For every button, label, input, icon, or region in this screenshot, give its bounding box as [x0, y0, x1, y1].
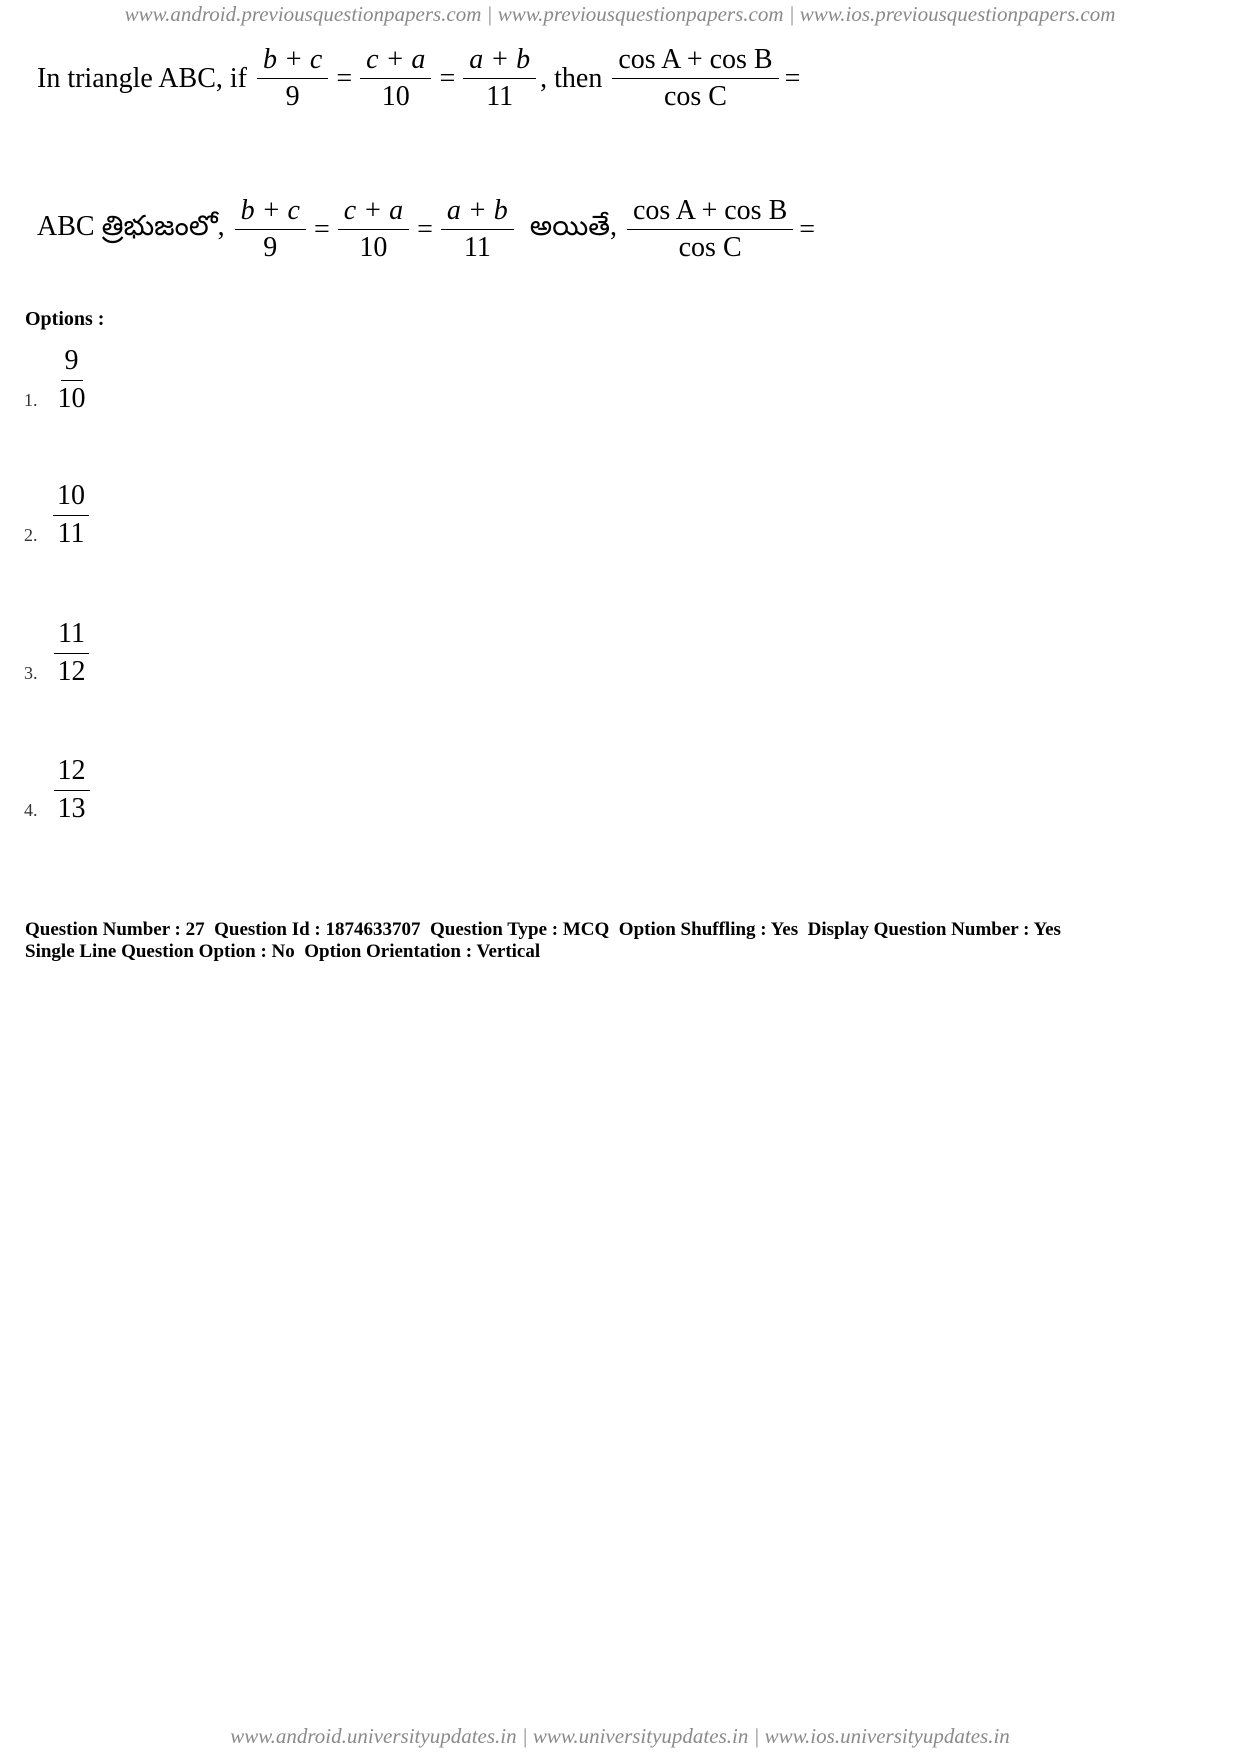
bottom-watermark: www.android.universityupdates.in | www.universityupdates.in | www.ios.universityupdates.in [230, 1724, 1010, 1748]
fraction-a-plus-b [441, 195, 514, 264]
option-2[interactable] [24, 480, 90, 550]
metadata-line-2: Single Line Question Option : No Option Orientation : Vertical [25, 941, 541, 962]
fraction-denominator: 12 [57, 656, 86, 688]
fraction-numerator: 10 [53, 480, 89, 516]
target-fraction [627, 195, 793, 264]
option-number: 3. [24, 663, 38, 684]
fraction-numerator: b + c [257, 44, 328, 79]
fraction-c-plus-a [360, 44, 431, 113]
equals-sign: = [336, 62, 353, 94]
fraction-denominator: 13 [57, 793, 86, 825]
option-number: 4. [24, 800, 38, 821]
fraction-numerator: c + a [338, 195, 409, 230]
option-fraction [52, 480, 91, 550]
option-3[interactable] [24, 618, 92, 688]
fraction-numerator: cos A + cos B [612, 44, 778, 79]
top-watermark: www.android.previousquestionpapers.com | www.previousquestionpapers.com | www.ios.previousquestionpapers.com [124, 2, 1116, 26]
fraction-denominator: 10 [381, 81, 410, 113]
fraction-numerator: 12 [54, 755, 90, 791]
options-label: Options : [25, 308, 105, 330]
fraction-denominator: 10 [359, 232, 388, 264]
equals-sign: = [313, 213, 330, 245]
equals-sign: = [784, 62, 801, 94]
fraction-denominator: cos C [678, 232, 742, 264]
fraction-denominator: cos C [663, 81, 727, 113]
fraction-b-plus-c [257, 44, 328, 113]
option-1[interactable] [24, 345, 92, 415]
option-4[interactable] [24, 755, 92, 825]
equals-sign: = [799, 213, 816, 245]
fraction-numerator: 11 [54, 618, 89, 654]
fraction-denominator: 9 [263, 232, 278, 264]
fraction-denominator: 10 [57, 383, 86, 415]
fraction-a-plus-b [463, 44, 536, 113]
fraction-numerator: b + c [235, 195, 306, 230]
then-text: అయితే, [529, 210, 617, 242]
target-fraction [612, 44, 778, 113]
option-fraction [52, 755, 92, 825]
fraction-numerator: 9 [61, 345, 83, 381]
equals-sign: = [439, 62, 456, 94]
question-prefix: In triangle ABC, if [37, 62, 247, 94]
question-prefix: ABC త్రిభుజంలో, [37, 210, 225, 242]
option-fraction [52, 345, 92, 415]
fraction-numerator: a + b [463, 44, 536, 79]
question-metadata [25, 919, 1225, 963]
fraction-denominator: 11 [486, 81, 514, 113]
fraction-c-plus-a [338, 195, 409, 264]
then-text: , then [540, 62, 603, 94]
fraction-denominator: 9 [285, 81, 300, 113]
metadata-line-1: Question Number : 27 Question Id : 1874633707 Question Type : MCQ Option Shuffling : Yes Display Question Number : Yes [25, 919, 1061, 940]
fraction-numerator: a + b [441, 195, 514, 230]
option-fraction [52, 618, 92, 688]
option-number: 2. [24, 525, 38, 546]
fraction-numerator: c + a [360, 44, 431, 79]
equals-sign: = [417, 213, 433, 245]
fraction-denominator: 11 [57, 518, 85, 550]
option-number: 1. [24, 390, 38, 411]
fraction-numerator: cos A + cos B [627, 195, 793, 230]
fraction-denominator: 11 [463, 232, 491, 264]
question-telugu [37, 195, 815, 264]
question-english [37, 44, 800, 113]
fraction-b-plus-c [235, 195, 306, 264]
